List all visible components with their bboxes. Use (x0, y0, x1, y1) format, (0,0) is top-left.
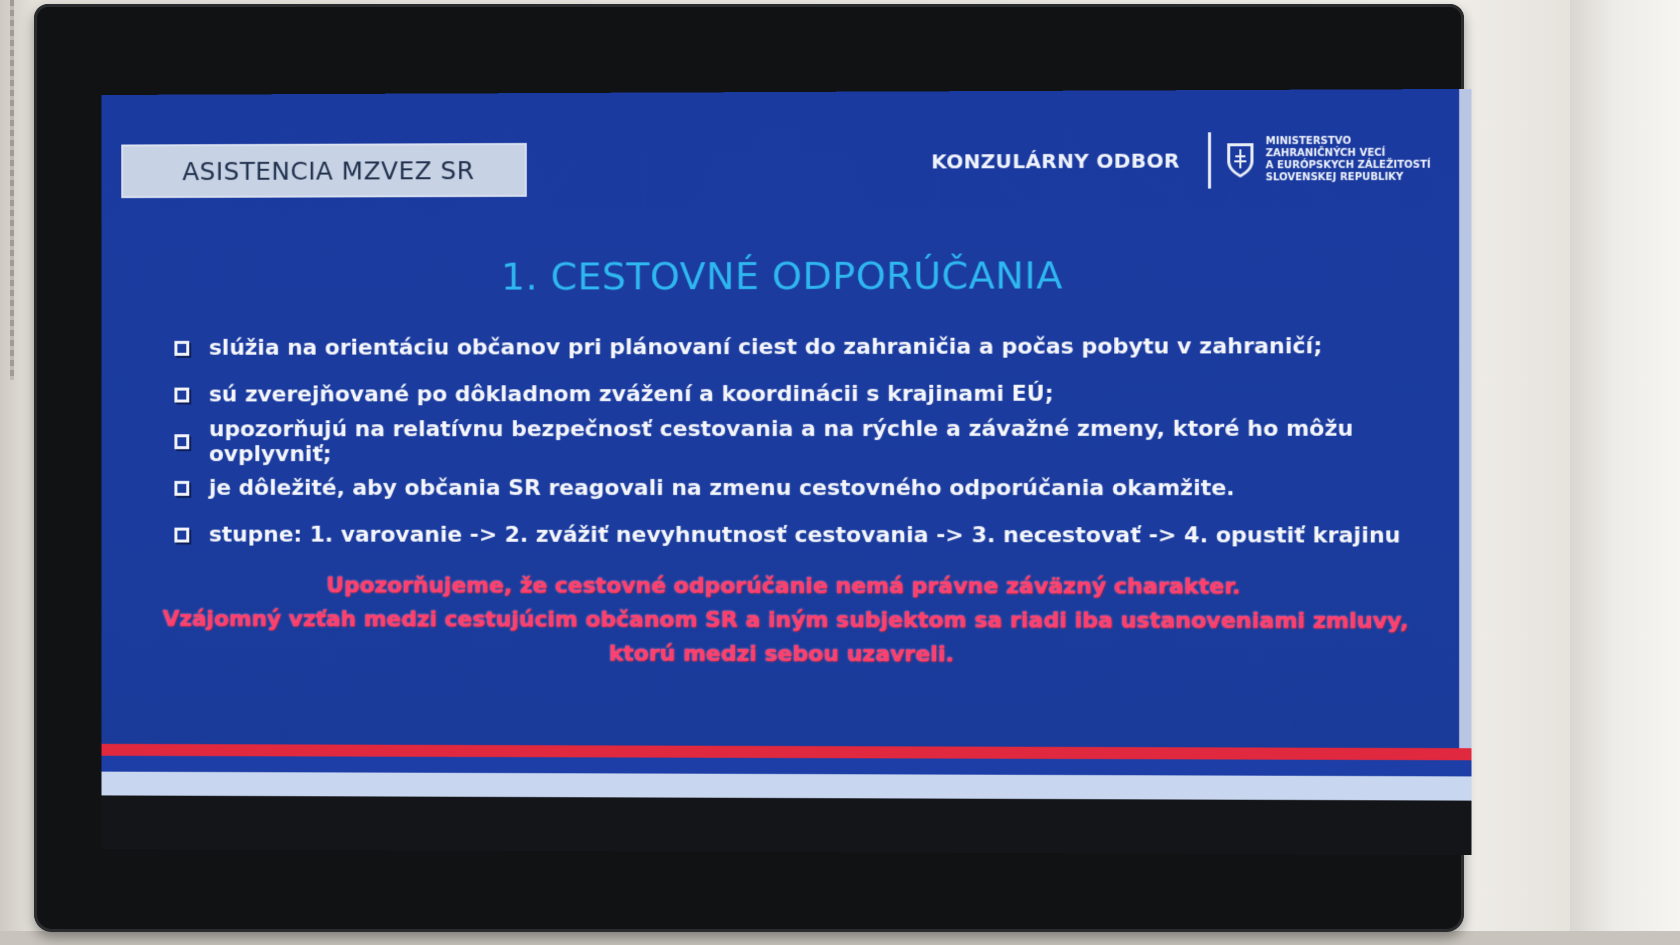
bullet-text: upozorňujú na relatívnu bezpečnosť cestovania a na rýchle a závažné zmeny, ktoré ho môžu ovplyvniť; (208, 416, 1354, 467)
bullet-list (174, 323, 1424, 560)
screen-bottom-bezel (102, 795, 1472, 855)
section-tab-label: ASISTENCIA MZVEZ SR (182, 155, 475, 186)
ministry-line: A EURÓPSKYCH ZÁLEŽITOSTÍ (1265, 159, 1431, 172)
checkbox-bullet-icon (174, 528, 189, 543)
bullet-text: slúžia na orientáciu občanov pri plánovaní ciest do zahraničia a počas pobytu v zahraničí; (208, 334, 1323, 361)
header-divider (1208, 132, 1211, 188)
warning-line: Upozorňujeme, že cestovné odporúčanie nemá právne záväzný charakter. (326, 573, 1241, 600)
ministry-line: ZAHRANIČNÝCH VECÍ (1265, 147, 1386, 160)
tv-monitor (34, 4, 1464, 932)
coat-of-arms-icon (1225, 141, 1255, 179)
bullet-text: sú zverejňované po dôkladnom zvážení a koordinácii s krajinami EÚ; (208, 381, 1054, 408)
legal-warning (102, 569, 1472, 673)
list-item (174, 323, 1424, 372)
checkbox-bullet-icon (174, 434, 189, 449)
floor-edge (0, 931, 1680, 945)
cable (10, 0, 14, 380)
wall-background (1570, 0, 1680, 945)
ministry-line: SLOVENSKEJ REPUBLIKY (1265, 171, 1404, 184)
checkbox-bullet-icon (174, 388, 189, 403)
list-item (174, 418, 1424, 465)
slide-title: 1. CESTOVNÉ ODPORÚČANIA (501, 253, 1063, 299)
list-item (174, 370, 1424, 418)
list-item (174, 512, 1424, 560)
bullet-text: je dôležité, aby občania SR reagovali na zmenu cestovného odporúčania okamžite. (208, 475, 1235, 502)
ministry-line: MINISTERSTVO (1265, 135, 1352, 148)
warning-line: ktorú medzi sebou uzavreli. (608, 641, 954, 668)
slide-header (931, 129, 1430, 191)
department-name: KONZULÁRNY ODBOR (931, 148, 1180, 174)
checkbox-bullet-icon (174, 341, 189, 356)
bullet-text: stupne: 1. varovanie -> 2. zvážiť nevyhnutnosť cestovania -> 3. necestovať -> 4. opustiť krajinu (208, 522, 1401, 549)
warning-line: Vzájomný vzťah medzi cestujúcim občanom SR a iným subjektom sa riadi iba ustanoveniami zmluvy, (162, 607, 1409, 635)
checkbox-bullet-icon (174, 481, 189, 496)
slide-section-tab (121, 143, 527, 198)
screen-glare-edge (1459, 89, 1471, 855)
list-item (174, 465, 1424, 512)
ministry-logo-text (1266, 135, 1431, 184)
presentation-slide (102, 89, 1472, 855)
